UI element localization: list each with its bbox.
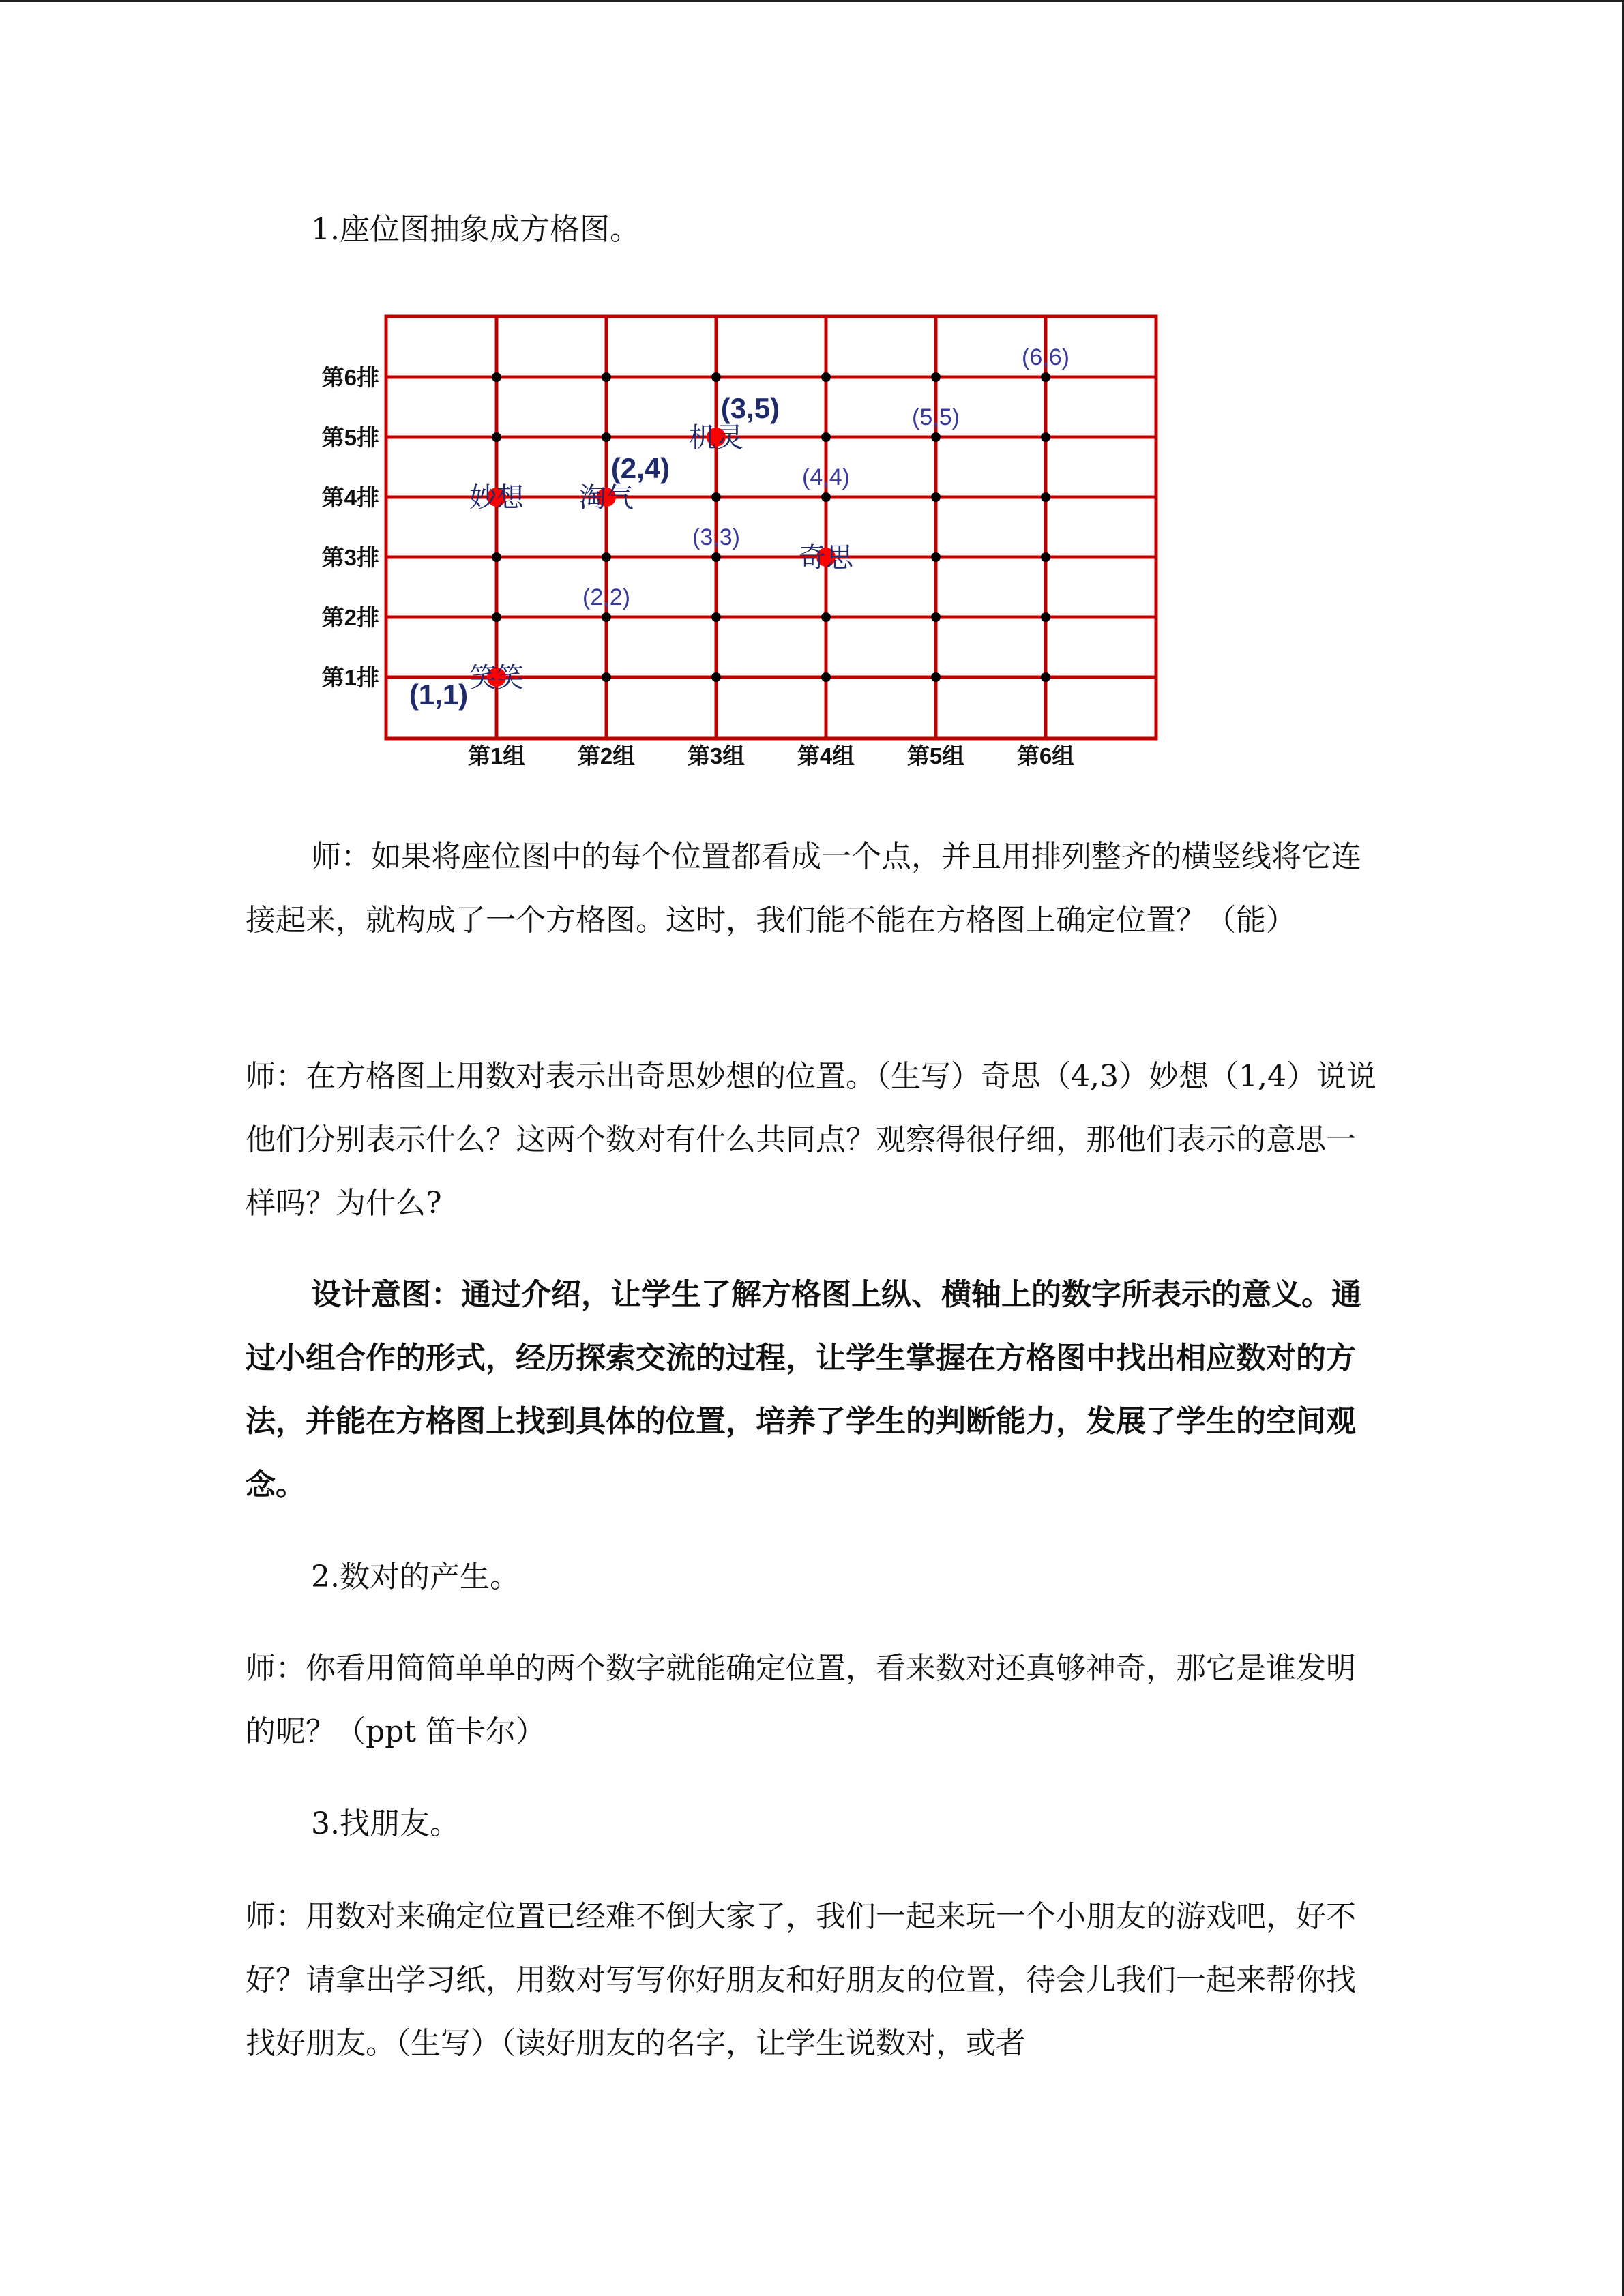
student-name: 妙想 [469, 483, 524, 513]
grid-point [492, 432, 501, 442]
heading-2: 2.数对的产生。 [311, 1560, 520, 1594]
grid-point [931, 492, 941, 502]
student-coordinate: (1,1) [409, 679, 469, 711]
column-label: 第5组 [906, 743, 965, 769]
grid-point [1041, 372, 1050, 382]
grid-point [492, 372, 501, 382]
grid-point [602, 372, 611, 382]
grid-point [1041, 432, 1050, 442]
row-label: 第6排 [321, 365, 379, 390]
paragraph-4: 师：你看用简简单单的两个数字就能确定位置，看来数对还真够神奇，那它是谁发明的呢？（ppt 笛卡尔） [246, 1651, 1356, 1749]
paragraph-5: 师：用数对来确定位置已经难不倒大家了，我们一起来玩一个小朋友的游戏吧，好不好？请拿出学习纸，用数对写写你好朋友和好朋友的位置，待会儿我们一起来帮你找找好朋友。（生写）（读好朋友的名字，让学生说数对，或者 [246, 1899, 1356, 2061]
grid-point [711, 372, 721, 382]
grid-point [821, 492, 831, 502]
column-label: 第1组 [467, 743, 526, 769]
grid-point [711, 552, 721, 562]
row-label: 第2排 [321, 605, 379, 630]
grid-point [602, 432, 611, 442]
column-label: 第2组 [577, 743, 636, 769]
grid-point [931, 612, 941, 622]
paragraph-1: 师：如果将座位图中的每个位置都看成一个点，并且用排列整齐的横竖线将它连接起来，就构成了一个方格图。这时，我们能不能在方格图上确定位置？（能） [246, 839, 1361, 938]
grid-point [821, 432, 831, 442]
coordinate-label: (4,4) [802, 464, 850, 490]
row-label: 第4排 [321, 485, 379, 510]
column-label: 第6组 [1016, 743, 1075, 769]
grid-point [1041, 552, 1050, 562]
grid-point [492, 552, 501, 562]
grid-point [602, 612, 611, 622]
grid-point [821, 672, 831, 682]
student-name: 奇思 [799, 543, 853, 573]
grid-point [931, 432, 941, 442]
grid-point [931, 372, 941, 382]
grid-figure [0, 0, 1624, 791]
column-label: 第3组 [687, 743, 745, 769]
grid-point [821, 372, 831, 382]
student-name: 笑笑 [469, 663, 524, 693]
coordinate-label: (6,6) [1022, 344, 1069, 370]
grid-point [711, 612, 721, 622]
grid-point [602, 672, 611, 682]
student-name: 淘气 [579, 483, 634, 513]
heading-3: 3.找朋友。 [311, 1806, 460, 1841]
student-coordinate: (2,4) [610, 452, 670, 484]
heading-1: 1.座位图抽象成方格图。 [311, 212, 640, 247]
grid-point [821, 612, 831, 622]
row-label: 第5排 [321, 425, 379, 450]
grid-point [931, 552, 941, 562]
grid-point [1041, 492, 1050, 502]
grid-point [711, 672, 721, 682]
row-label: 第3排 [321, 545, 379, 570]
coordinate-label: (2,2) [582, 584, 630, 610]
column-label: 第4组 [797, 743, 855, 769]
grid-point [1041, 672, 1050, 682]
coordinate-label: (5,5) [912, 404, 960, 430]
grid-point [711, 492, 721, 502]
grid-point [602, 552, 611, 562]
student-coordinate: (3,5) [720, 392, 780, 424]
coordinate-label: (3,3) [692, 524, 740, 550]
grid-point [492, 612, 501, 622]
paragraph-2: 师：在方格图上用数对表示出奇思妙想的位置。（生写）奇思（4,3）妙想（1,4）说说他们分别表示什么？这两个数对有什么共同点？观察得很仔细，那他们表示的意思一样吗？为什么? [246, 1059, 1376, 1221]
design-intent: 设计意图：通过介绍，让学生了解方格图上纵、横轴上的数字所表示的意义。通过小组合作的形式，经历探索交流的过程，让学生掌握在方格图中找出相应数对的方法，并能在方格图上找到具体的位置，培养了学生的判断能力，发展了学生的空间观念。 [246, 1277, 1361, 1502]
student-name: 机灵 [689, 423, 743, 453]
row-label: 第1排 [321, 665, 379, 690]
grid-point [1041, 612, 1050, 622]
grid-point [931, 672, 941, 682]
